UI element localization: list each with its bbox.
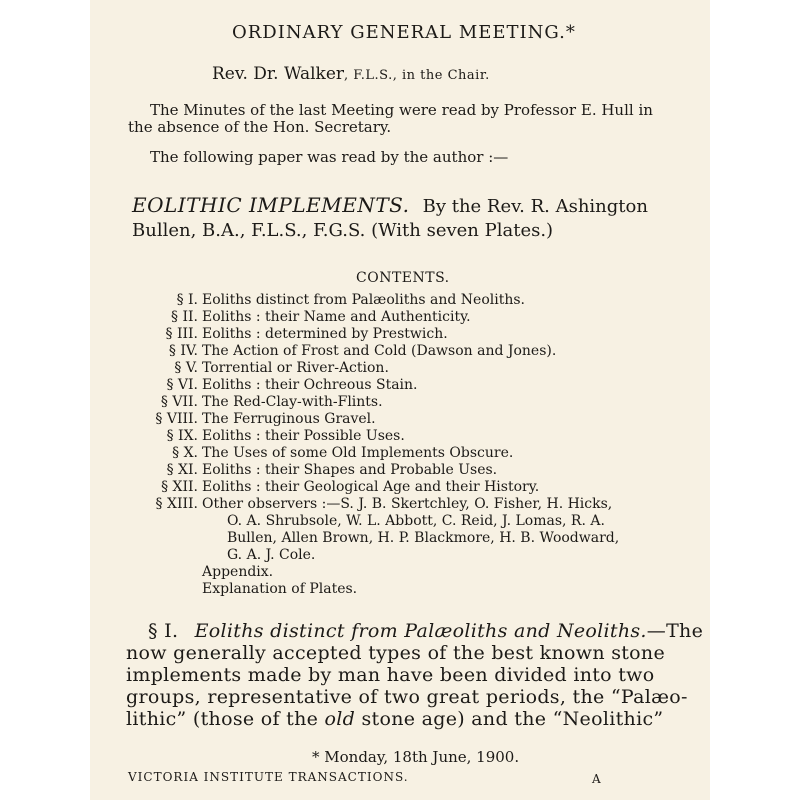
contents-entry: The Uses of some Old Implements Obscure. xyxy=(202,445,514,461)
chair-suffix: , F.L.S., in the Chair. xyxy=(344,68,490,83)
contents-entry: The Ferruginous Gravel. xyxy=(202,411,376,427)
journal-footer: VICTORIA INSTITUTE TRANSACTIONS. xyxy=(128,770,409,784)
contents-heading: CONTENTS. xyxy=(356,270,450,286)
section-1-number: § I. xyxy=(148,620,179,642)
contents-entry: The Red-Clay-with-Flints. xyxy=(202,394,383,410)
paper-intro: The following paper was read by the author :— xyxy=(150,148,509,166)
minutes-line-1: The Minutes of the last Meeting were read by Professor E. Hull in xyxy=(150,101,653,119)
contents-section-number: § IX. xyxy=(166,428,198,444)
section-1-line: groups, representative of two great periods, the “Palæo- xyxy=(126,686,688,708)
contents-entry: Eoliths : their Ochreous Stain. xyxy=(202,377,418,393)
meeting-title: ORDINARY GENERAL MEETING.* xyxy=(232,22,576,43)
contents-section-number: § XII. xyxy=(161,479,198,495)
contents-section-number: § VII. xyxy=(160,394,198,410)
contents-section-number: § XIII. xyxy=(155,496,198,512)
contents-section-number: § VI. xyxy=(166,377,198,393)
chair-line xyxy=(212,64,490,84)
footnote: * Monday, 18th June, 1900. xyxy=(312,748,520,766)
section-1-line: now generally accepted types of the best known stone xyxy=(126,642,665,664)
contents-entry-continuation: O. A. Shrubsole, W. L. Abbott, C. Reid, J. Lomas, R. A. xyxy=(227,513,605,529)
contents-section-number: § IV. xyxy=(168,343,198,359)
chair-name: Rev. Dr. Walker xyxy=(212,64,345,84)
paper-byline-1: By the Rev. R. Ashington xyxy=(422,196,648,217)
contents-entry: Eoliths : determined by Prestwich. xyxy=(202,326,448,342)
paper-byline-2: Bullen, B.A., F.L.S., F.G.S. (With seven Plates.) xyxy=(132,220,554,241)
paper-title-line xyxy=(132,193,648,217)
section-1-line: implements made by man have been divided into two xyxy=(126,664,655,686)
contents-entry-continuation: Bullen, Allen Brown, H. P. Blackmore, H. B. Woodward, xyxy=(227,530,620,546)
section-1-dash-start: —The xyxy=(646,620,704,642)
contents-entry: The Action of Frost and Cold (Dawson and Jones). xyxy=(202,343,557,359)
contents-section-number: § I. xyxy=(176,292,198,308)
contents-section-number: § III. xyxy=(165,326,198,342)
contents-section-number: § X. xyxy=(172,445,198,461)
section-1-last-text-a: lithic” (those of the xyxy=(126,708,325,730)
section-1-last-text-b: stone age) and the “Neolithic” xyxy=(355,708,664,730)
minutes-line-2: the absence of the Hon. Secretary. xyxy=(128,118,392,136)
contents-entry: Eoliths distinct from Palæoliths and Neoliths. xyxy=(202,292,525,308)
contents-appendix: Appendix. xyxy=(202,564,274,580)
contents-entry: Eoliths : their Geological Age and their History. xyxy=(202,479,540,495)
contents-entry: Torrential or River-Action. xyxy=(202,360,389,376)
contents-entry: Eoliths : their Shapes and Probable Uses. xyxy=(202,462,498,478)
contents-section-number: § II. xyxy=(171,309,198,325)
section-1-last-italic-old: old xyxy=(324,708,356,730)
contents-section-number: § VIII. xyxy=(155,411,198,427)
section-1-last-line xyxy=(126,708,663,730)
signature-mark: A xyxy=(592,772,602,786)
section-1-heading-line xyxy=(148,620,703,642)
contents-section-number: § V. xyxy=(174,360,198,376)
contents-entry: Other observers :—S. J. B. Skertchley, O. Fisher, H. Hicks, xyxy=(202,496,613,512)
contents-entry: Eoliths : their Possible Uses. xyxy=(202,428,405,444)
paper-title: EOLITHIC IMPLEMENTS. xyxy=(132,193,410,217)
contents-entry-continuation: G. A. J. Cole. xyxy=(227,547,316,563)
section-1-heading: Eoliths distinct from Palæoliths and Neoliths. xyxy=(194,620,647,642)
contents-entry: Eoliths : their Name and Authenticity. xyxy=(202,309,471,325)
contents-section-number: § XI. xyxy=(166,462,198,478)
document-page xyxy=(90,0,710,800)
contents-plates: Explanation of Plates. xyxy=(202,581,358,597)
